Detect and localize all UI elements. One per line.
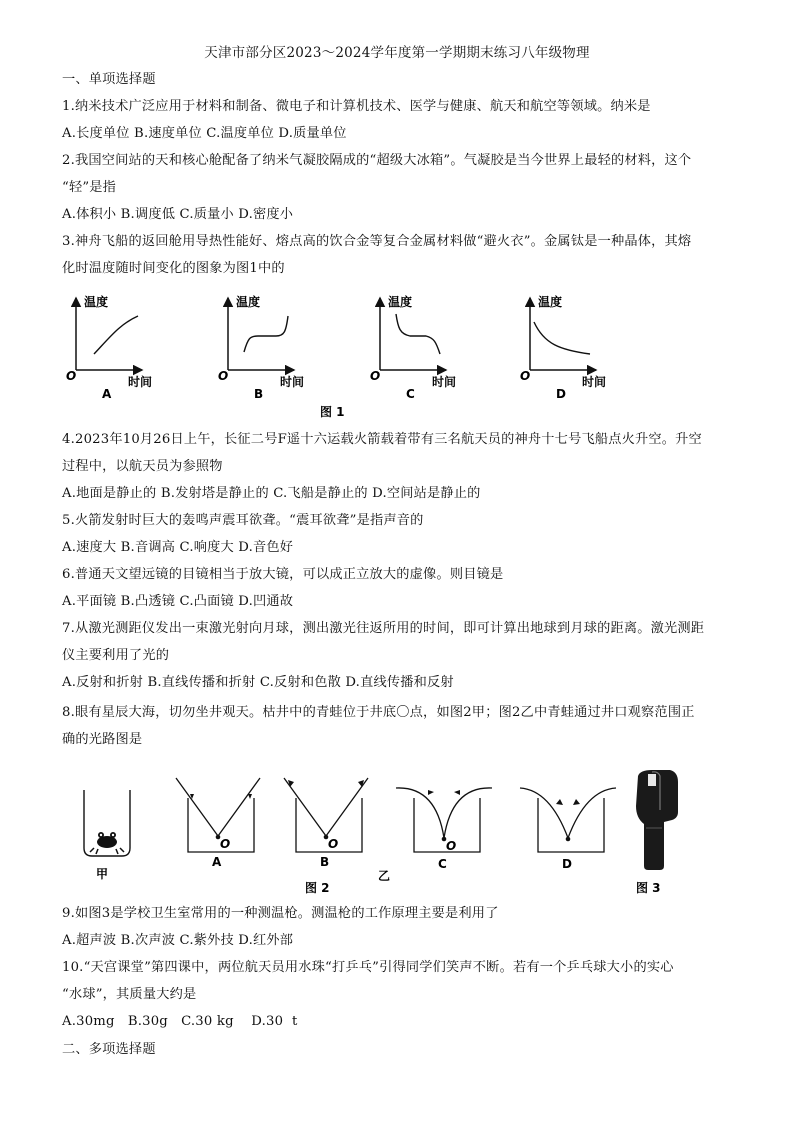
q3-stem-line1: 3.神舟飞船的返回舱用导热性能好、熔点高的饮合金等复合金属材料做“避火衣”。金属钛是一种晶体，其熔: [62, 234, 692, 249]
graph-c-origin: O: [370, 369, 381, 383]
graph-d-curve: [534, 322, 590, 354]
q8-stem-line1: 8.眼有星辰大海，切勿坐井观天。枯井中的青蛙位于井底〇点，如图2甲；图2乙中青蛙通过井口观察范围正: [62, 705, 695, 720]
diagram-d: [520, 788, 616, 871]
q2-options: A.体积小 B.调度低 C.质量小 D.密度小: [62, 207, 294, 222]
graph-b-xlabel: 时间: [280, 375, 305, 389]
figure-1-caption: 图 1: [320, 405, 345, 419]
section-heading-single-choice: 一、单项选择题: [62, 72, 156, 87]
diagram-b: [284, 778, 368, 869]
figure-1-graphs: [62, 292, 607, 420]
page-title: 天津市部分区2023～2024学年度第一学期期末练习八年级物理: [204, 45, 590, 61]
q4-options: A.地面是静止的 B.发射塔是静止的 C.飞船是静止的 D.空间站是静止的: [62, 486, 481, 501]
graph-d: [520, 294, 606, 401]
q6-stem: 6.普通天文望远镜的目镜相当于放大镜，可以成正立放大的虚像。则目镜是: [62, 567, 504, 582]
q6-options: A.平面镜 B.凸透镜 C.凸面镜 D.凹通故: [62, 594, 294, 609]
figure-1: [62, 292, 607, 420]
q4-stem-line2: 过程中，以航天员为参照物: [62, 459, 223, 474]
figure-2-and-3: [62, 766, 722, 898]
diagram-c-origin: O: [446, 839, 457, 853]
graph-a-curve: [94, 316, 138, 354]
graph-b-letter: B: [254, 387, 264, 401]
q3-stem-line2: 化时温度随时间变化的图象为图1中的: [62, 261, 285, 276]
q7-options: A.反射和折射 B.直线传播和折射 C.反射和色散 D.直线传播和反射: [62, 675, 454, 690]
q9-stem: 9.如图3是学校卫生室常用的一种测温枪。测温枪的工作原理主要是利用了: [62, 906, 499, 921]
graph-b-origin: O: [218, 369, 229, 383]
graph-c-curve: [396, 314, 440, 354]
graph-a-letter: A: [102, 387, 112, 401]
well-jia: [84, 790, 130, 881]
graph-a-ylabel: 温度: [84, 295, 109, 309]
diagram-a-letter: A: [212, 855, 222, 869]
diagram-c: [396, 788, 492, 871]
q1-stem: 1.纳米技术广泛应用于材料和制备、微电子和计算机技术、医学与健康、航天和航空等领域。纳米是: [62, 99, 651, 114]
q2-stem-line1: 2.我国空间站的天和核心舱配备了纳米气凝胶隔成的“超级大冰箱”。气凝胶是当今世界上最轻的材料，这个: [62, 153, 692, 168]
q4-stem-line1: 4.2023年10月26日上午，长征二号F遥十六运载火箭载着带有三名航天员的神舟十七号飞船点火升空。升空: [62, 432, 702, 447]
graph-d-ylabel: 温度: [538, 295, 563, 309]
graph-d-letter: D: [556, 387, 566, 401]
graph-c-xlabel: 时间: [432, 375, 457, 389]
graph-b-curve: [244, 316, 288, 352]
label-jia: 甲: [96, 867, 109, 881]
frog-icon: [90, 832, 124, 854]
graph-a: [66, 294, 152, 401]
q5-options: A.速度大 B.音调高 C.响度大 D.音色好: [62, 540, 294, 555]
diagram-b-origin: O: [328, 837, 339, 851]
q10-stem-line1: 10.“天宫课堂”第四课中，两位航天员用水珠“打乒乓”引得同学们笑声不断。若有一个乒乓球大小的实心: [62, 960, 674, 975]
q7-stem-line1: 7.从激光测距仪发出一束激光射向月球，测出激光往返所用的时间，即可计算出地球到月球的距离。激光测距: [62, 621, 705, 636]
q2-stem-line2: “轻”是指: [62, 180, 117, 195]
q7-stem-line2: 仪主要利用了光的: [62, 648, 170, 663]
q10-options: A.30mg B.30g C.30 kg D.30 t: [62, 1014, 298, 1029]
figure-2-diagrams: [62, 766, 722, 898]
diagram-c-letter: C: [438, 857, 447, 871]
diagram-a: [176, 778, 260, 869]
graph-c-letter: C: [406, 387, 415, 401]
graph-d-xlabel: 时间: [582, 375, 607, 389]
diagram-d-letter: D: [562, 857, 572, 871]
graph-d-origin: O: [520, 369, 531, 383]
graph-b-ylabel: 温度: [236, 295, 261, 309]
diagram-a-origin: O: [220, 837, 231, 851]
q10-stem-line2: “水球”，其质量大约是: [62, 987, 197, 1002]
graph-b: [218, 294, 304, 401]
figure-2-caption: 图 2: [305, 881, 330, 895]
graph-c-ylabel: 温度: [388, 295, 413, 309]
section-heading-multiple-choice: 二、多项选择题: [62, 1042, 156, 1057]
q8-stem-line2: 确的光路图是: [62, 732, 143, 747]
thermometer-gun-icon: [636, 770, 678, 870]
figure-3-caption: 图 3: [636, 881, 661, 895]
q1-options: A.长度单位 B.速度单位 C.温度单位 D.质量单位: [62, 126, 347, 141]
graph-a-xlabel: 时间: [128, 375, 153, 389]
label-yi: 乙: [378, 869, 391, 883]
graph-a-origin: O: [66, 369, 77, 383]
graph-c: [370, 294, 456, 401]
q5-stem: 5.火箭发射时巨大的轰鸣声震耳欲聋。“震耳欲聋”是指声音的: [62, 513, 424, 528]
diagram-b-letter: B: [320, 855, 330, 869]
q9-options: A.超声波 B.次声波 C.紫外技 D.红外部: [62, 933, 294, 948]
